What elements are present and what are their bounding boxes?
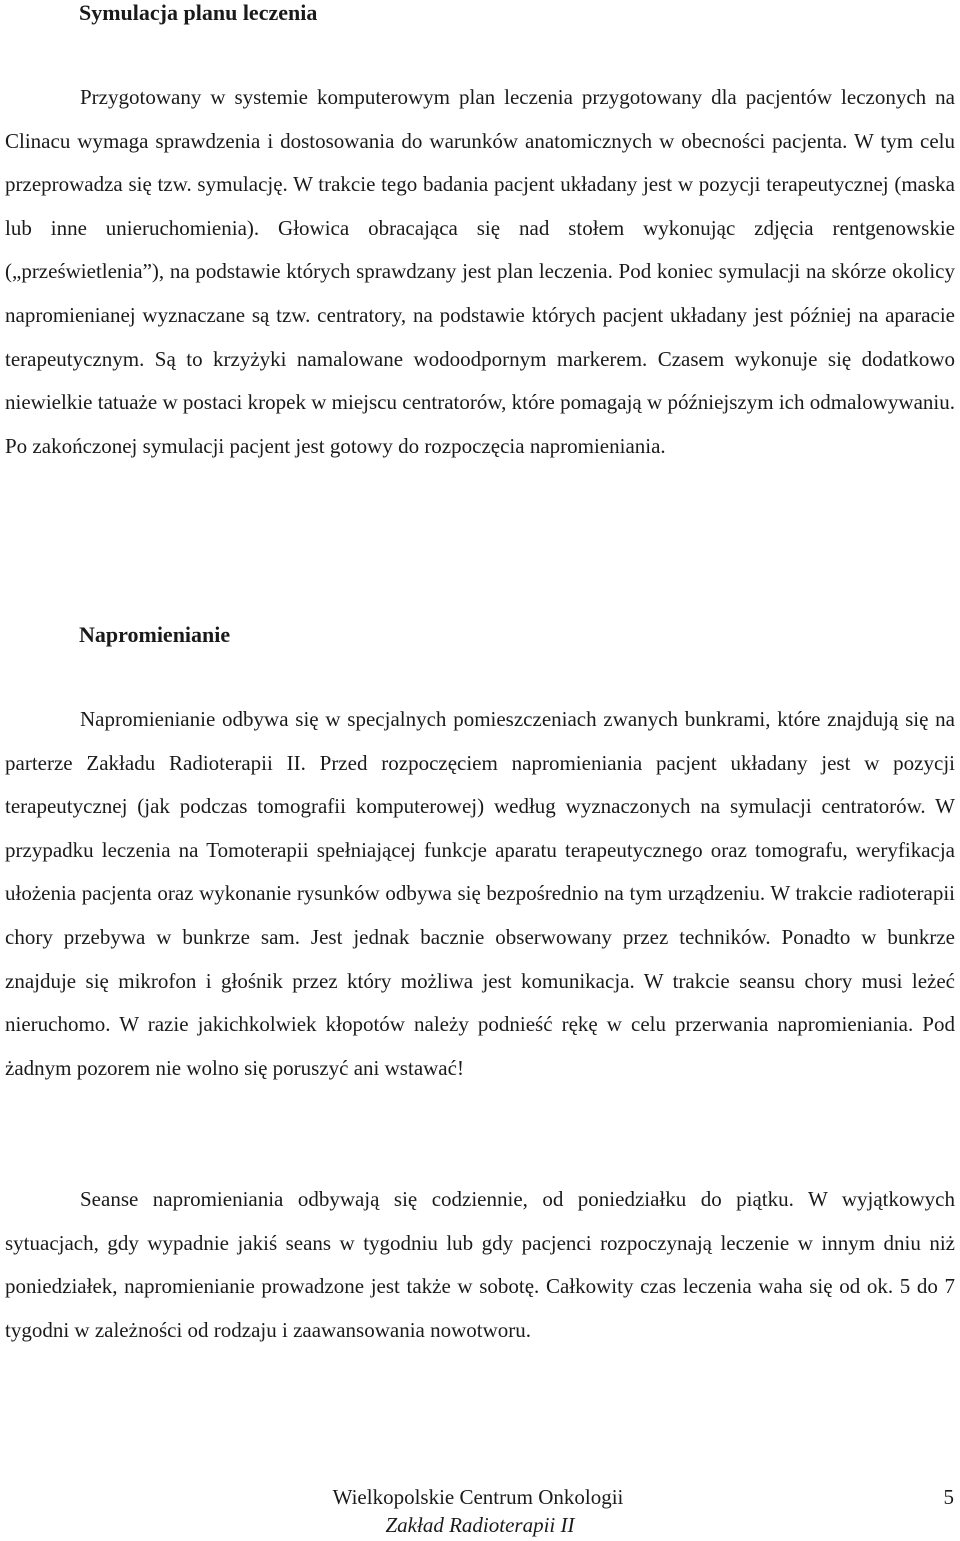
section-heading-irradiation: Napromienianie [79,622,231,647]
irradiation-paragraph-2: Seanse napromieniania odbywają się codziennie, od poniedziałku do piątku. W wyjątkowych sytuacjach, gdy wypadnie jakiś seans w tygodniu lub gdy pacjenci rozpoczynają leczenie w innym dniu niż poniedziałek, napromienianie prowadzone jest także w sobotę. Całkowity czas leczenia waha się od ok. 5 do 7 tygodni w zależności od rodzaju i zaawansowania nowotworu. [5,1187,955,1342]
irradiation-paragraph-1: Napromienianie odbywa się w specjalnych pomieszczeniach zwanych bunkrami, które znajdują się na parterze Zakładu Radioterapii II. Przed rozpoczęciem napromieniania pacjent układany jest w pozycji terapeutycznej (jak podczas tomografii komputerowej) według wyznaczonych na symulacji centratorów. W przypadku leczenia na Tomoterapii spełniającej funkcje aparatu terapeutycznego oraz tomografu, weryfikacja ułożenia pacjenta oraz wykonanie rysunków odbywa się bezpośrednio na tym urządzeniu. W trakcie radioterapii chory przebywa w bunkrze sam. Jest jednak bacznie obserwowany przez techników. Ponadto w bunkrze znajduje się mikrofon i głośnik przez który możliwa jest komunikacja. W trakcie seansu chory musi leżeć nieruchomo. W razie jakichkolwiek kłopotów należy podnieść rękę w celu przerwania napromieniania. Pod żadnym pozorem nie wolno się poruszyć ani wstawać! [5,707,955,1080]
footer-institution: Wielkopolskie Centrum Onkologii [332,1485,624,1509]
section-heading-simulation: Symulacja planu leczenia [79,0,318,25]
simulation-paragraph: Przygotowany w systemie komputerowym plan leczenia przygotowany dla pacjentów leczonych na Clinacu wymaga sprawdzenia i dostosowania do warunków anatomicznych w obecności pacjenta. W tym celu przeprowadza się tzw. symulację. W trakcie tego badania pacjent układany jest w pozycji terapeutycznej (maska lub inne unieruchomienia). Głowica obracająca się nad stołem wykonując zdjęcia rentgenowskie („prześwietlenia”), na podstawie których sprawdzany jest plan leczenia. Pod koniec symulacji na skórze okolicy napromienianej wyznaczane są tzw. centratory, na podstawie których pacjent układany jest później na aparacie terapeutycznym. Są to krzyżyki namalowane wodoodpornym markerem. Czasem wykonuje się dodatkowo niewielkie tatuaże w postaci kropek w miejscu centratorów, które pomagają w późniejszym ich odmalowywaniu. Po zakończonej symulacji pacjent jest gotowy do rozpoczęcia napromieniania. [5,85,955,458]
footer-department: Zakład Radioterapii II [385,1513,575,1537]
page-number: 5 [943,1485,954,1509]
